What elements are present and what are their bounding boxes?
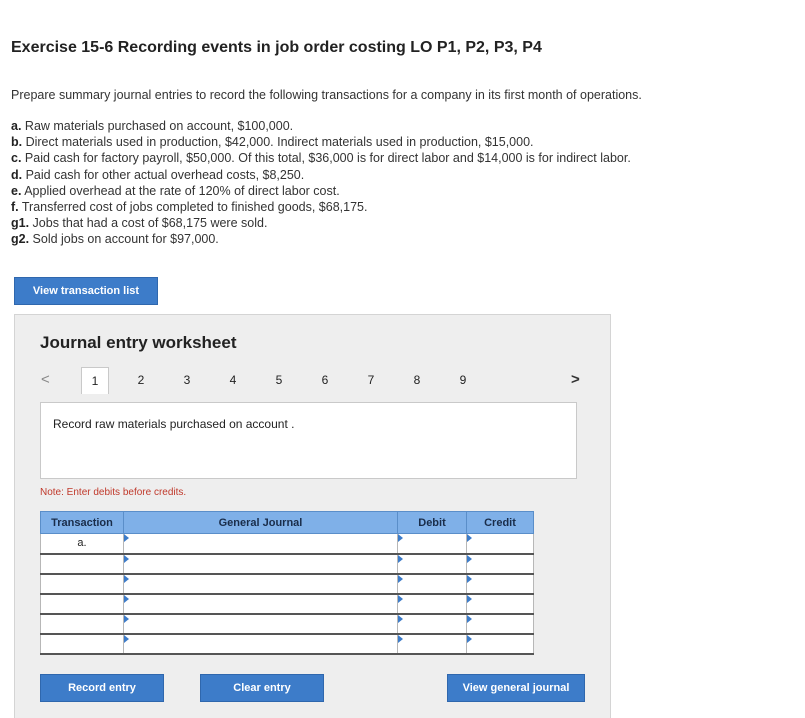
transaction-item-e: [11, 183, 631, 199]
column-header-credit: Credit: [467, 512, 534, 534]
table-row: [41, 574, 534, 594]
transaction-label: d.: [11, 167, 23, 182]
account-select[interactable]: [126, 576, 395, 591]
transaction-text: Applied overhead at the rate of 120% of direct labor cost.: [21, 183, 340, 198]
transaction-text: Paid cash for factory payroll, $50,000. Of this total, $36,000 is for direct labor and $14,000 is for indirect labor.: [21, 151, 631, 166]
transaction-text: Paid cash for other actual overhead costs, $8,250.: [22, 167, 305, 182]
debit-input[interactable]: [400, 535, 464, 551]
journal-entry-worksheet: [14, 314, 611, 718]
record-entry-button[interactable]: Record entry: [40, 674, 164, 702]
journal-table: [40, 511, 534, 655]
credit-cell[interactable]: [467, 554, 534, 574]
account-cell[interactable]: [124, 594, 398, 614]
debit-input[interactable]: [400, 596, 464, 611]
transaction-text: Raw materials purchased on account, $100,000.: [21, 119, 294, 133]
page-tab-9[interactable]: 9: [459, 373, 467, 387]
transaction-item-g1: [11, 215, 631, 231]
column-header-general-journal: General Journal: [124, 512, 398, 534]
credit-cell[interactable]: [467, 574, 534, 594]
debit-cell[interactable]: [398, 554, 467, 574]
page-tab-5[interactable]: 5: [275, 373, 283, 387]
transaction-cell: [41, 574, 124, 594]
credit-cell[interactable]: [467, 534, 534, 554]
transaction-item-a: [11, 118, 631, 134]
table-row: [41, 594, 534, 614]
credit-input[interactable]: [469, 535, 531, 551]
debit-cell[interactable]: [398, 534, 467, 554]
worksheet-title: Journal entry worksheet: [40, 333, 237, 352]
instruction-text: Record raw materials purchased on account .: [53, 417, 295, 431]
account-select[interactable]: [126, 556, 395, 571]
transaction-label: g2.: [11, 232, 30, 247]
account-cell[interactable]: [124, 634, 398, 654]
debit-input[interactable]: [400, 576, 464, 591]
table-row: [41, 554, 534, 574]
page-tab-8[interactable]: 8: [413, 373, 421, 387]
instruction-box: [40, 402, 577, 479]
transaction-item-f: [11, 199, 631, 215]
debit-credit-note: Note: Enter debits before credits.: [40, 487, 187, 498]
transaction-label: a.: [11, 119, 22, 133]
prev-page-icon[interactable]: <: [41, 371, 50, 388]
view-transaction-list-button[interactable]: View transaction list: [14, 277, 158, 305]
credit-input[interactable]: [469, 616, 531, 631]
account-cell[interactable]: [124, 574, 398, 594]
page-tab-7[interactable]: 7: [367, 373, 375, 387]
credit-cell[interactable]: [467, 614, 534, 634]
transaction-label: f.: [11, 199, 19, 214]
transaction-label: g1.: [11, 216, 30, 231]
account-select[interactable]: [126, 616, 395, 631]
debit-input[interactable]: [400, 556, 464, 571]
debit-input[interactable]: [400, 616, 464, 631]
table-row: [41, 534, 534, 554]
transaction-label: c.: [11, 151, 22, 166]
journal-table-header: [41, 512, 534, 534]
exercise-intro: Prepare summary journal entries to record the following transactions for a company in its first month of operations.: [11, 88, 642, 102]
transaction-cell: [41, 554, 124, 574]
account-cell[interactable]: [124, 554, 398, 574]
transaction-cell: [41, 614, 124, 634]
account-cell[interactable]: [124, 614, 398, 634]
view-general-journal-button[interactable]: View general journal: [447, 674, 585, 702]
exercise-title: Exercise 15-6 Recording events in job order costing LO P1, P2, P3, P4: [11, 39, 542, 56]
next-page-icon[interactable]: >: [571, 371, 580, 388]
table-row: [41, 634, 534, 654]
credit-input[interactable]: [469, 636, 531, 651]
transaction-label: e.: [11, 183, 22, 198]
transaction-cell: a.: [41, 534, 124, 554]
transaction-list: [11, 118, 631, 248]
debit-cell[interactable]: [398, 594, 467, 614]
transaction-cell: [41, 594, 124, 614]
transaction-text: Direct materials used in production, $42,000. Indirect materials used in production, $15,000.: [22, 135, 534, 150]
transaction-item-c: [11, 150, 631, 166]
transaction-label: b.: [11, 135, 23, 150]
transaction-text: Jobs that had a cost of $68,175 were sold.: [29, 216, 268, 231]
column-header-debit: Debit: [398, 512, 467, 534]
debit-cell[interactable]: [398, 574, 467, 594]
page-tab-4[interactable]: 4: [229, 373, 237, 387]
credit-input[interactable]: [469, 576, 531, 591]
transaction-item-b: [11, 134, 631, 150]
transaction-text: Sold jobs on account for $97,000.: [29, 232, 219, 247]
debit-input[interactable]: [400, 636, 464, 651]
column-header-transaction: Transaction: [41, 512, 124, 534]
credit-cell[interactable]: [467, 594, 534, 614]
transaction-item-d: [11, 167, 631, 183]
page-tab-1[interactable]: 1: [81, 367, 109, 394]
page-tab-3[interactable]: 3: [183, 373, 191, 387]
account-select[interactable]: [126, 596, 395, 611]
account-cell[interactable]: [124, 534, 398, 554]
page-tab-6[interactable]: 6: [321, 373, 329, 387]
transaction-item-g2: [11, 231, 631, 247]
debit-cell[interactable]: [398, 634, 467, 654]
credit-cell[interactable]: [467, 634, 534, 654]
clear-entry-button[interactable]: Clear entry: [200, 674, 324, 702]
account-select[interactable]: [126, 636, 395, 651]
transaction-text: Transferred cost of jobs completed to finished goods, $68,175.: [18, 199, 368, 214]
page-tab-2[interactable]: 2: [137, 373, 145, 387]
table-row: [41, 614, 534, 634]
account-select[interactable]: [126, 535, 395, 551]
credit-input[interactable]: [469, 596, 531, 611]
credit-input[interactable]: [469, 556, 531, 571]
transaction-cell: [41, 634, 124, 654]
worksheet-pager: [41, 367, 591, 393]
debit-cell[interactable]: [398, 614, 467, 634]
